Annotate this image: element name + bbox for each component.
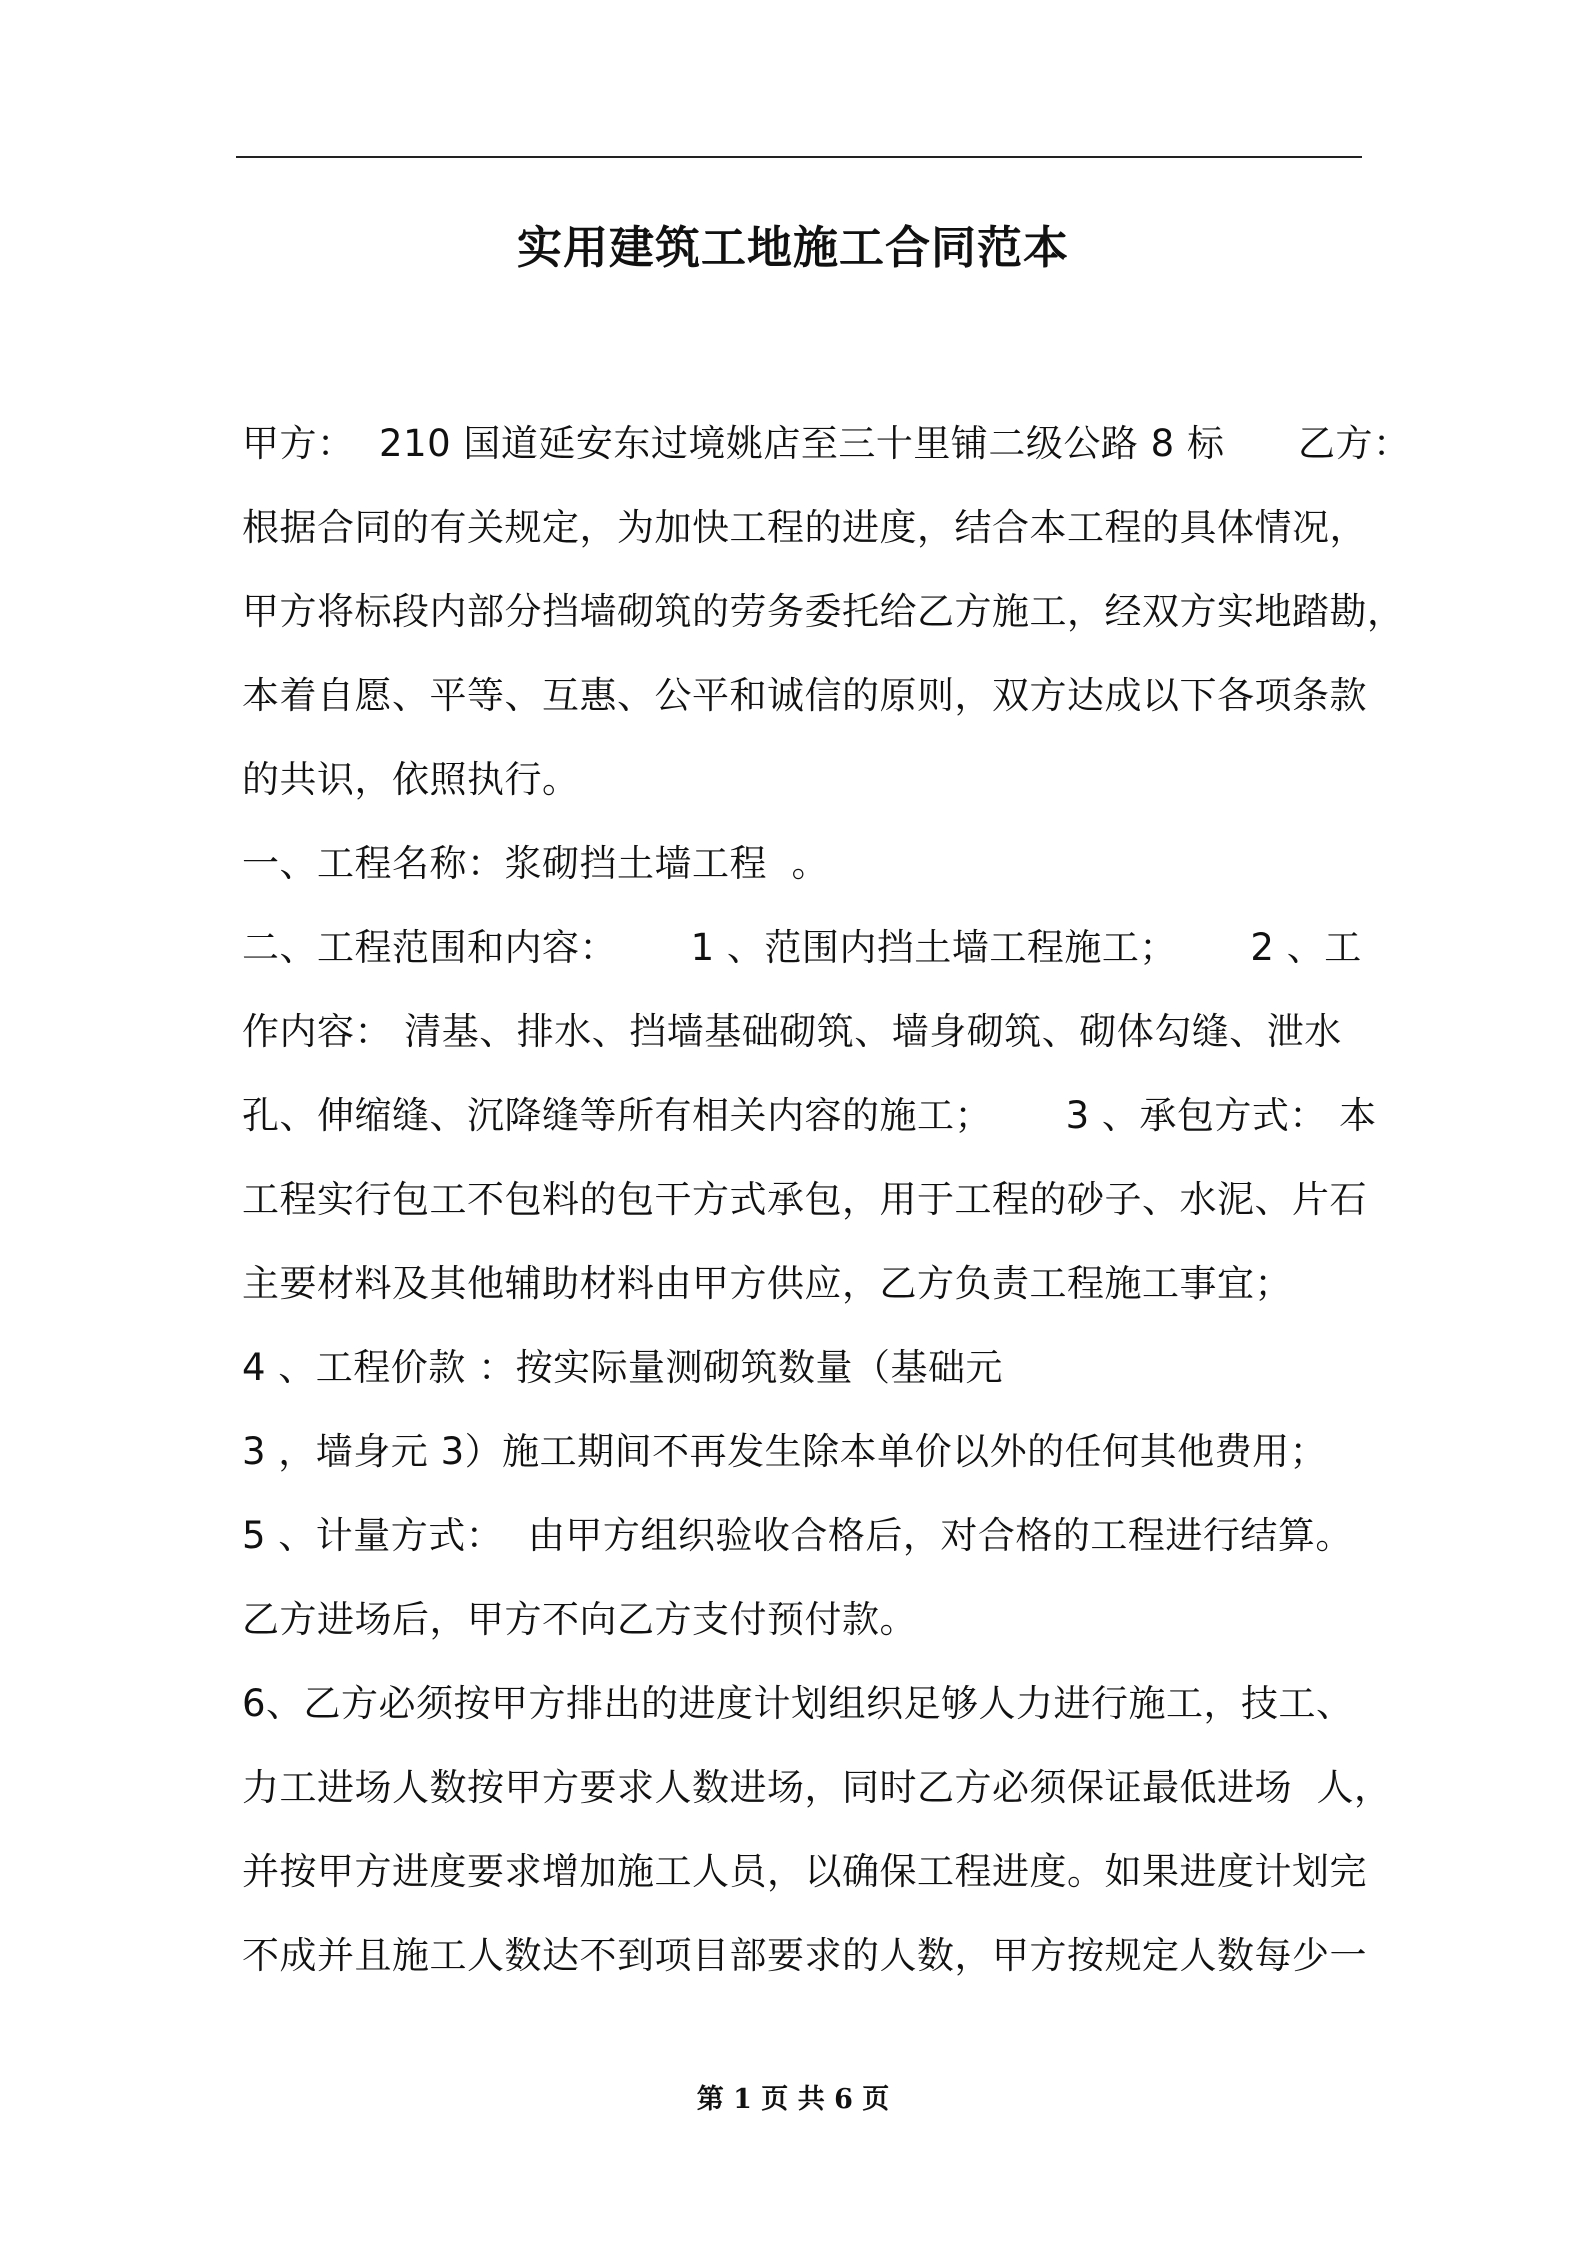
text-line: 本着自愿、平等、互惠、公平和诚信的原则，双方达成以下各项条款 [242,674,1367,717]
text-line: 一、工程名称：浆砌挡土墙工程 。 [242,842,830,885]
document-title: 实用建筑工地施工合同范本 [516,221,1069,274]
text-line: 二、工程范围和内容： 1 、范围内挡土墙工程施工； 2 、工 [242,926,1362,969]
text-line: 孔、伸缩缝、沉降缝等所有相关内容的施工； 3 、承包方式： 本 [242,1094,1377,1137]
text-line: 5 、计量方式： 由甲方组织验收合格后，对合格的工程进行结算。 [242,1514,1353,1557]
page-footer: 第 1 页 共 6 页 [696,2084,890,2115]
text-line: 工程实行包工不包料的包干方式承包，用于工程的砂子、水泥、片石 [242,1178,1367,1221]
text-line: 甲方： 210 国道延安东过境姚店至三十里铺二级公路 8 标 乙方： [242,422,1411,465]
text-line: 根据合同的有关规定，为加快工程的进度，结合本工程的具体情况， [242,506,1367,549]
text-line: 甲方将标段内部分挡墙砌筑的劳务委托给乙方施工，经双方实地踏勘， [242,590,1405,633]
text-line: 并按甲方进度要求增加施工人员，以确保工程进度。如果进度计划完 [242,1850,1367,1893]
text-line: 乙方进场后，甲方不向乙方支付预付款。 [242,1598,917,1641]
text-line: 6、乙方必须按甲方排出的进度计划组织足够人力进行施工，技工、 [242,1682,1354,1725]
text-line: 不成并且施工人数达不到项目部要求的人数，甲方按规定人数每少一 [242,1934,1367,1977]
text-line: 作内容： 清基、排水、挡墙基础砌筑、墙身砌筑、砌体勾缝、泄水 [242,1010,1342,1053]
text-line: 4 、工程价款 ：按实际量测砌筑数量（基础元 [242,1346,1004,1389]
header-rule [236,156,1362,158]
text-line: 的共识，依照执行。 [242,758,580,801]
contract-body [242,402,1411,1998]
text-line: 力工进场人数按甲方要求人数进场，同时乙方必须保证最低进场 人， [242,1766,1392,1809]
text-line: 3 ，墙身元 3）施工期间不再发生除本单价以外的任何其他费用； [242,1430,1328,1473]
text-line: 主要材料及其他辅助材料由甲方供应，乙方负责工程施工事宜； [242,1262,1292,1305]
